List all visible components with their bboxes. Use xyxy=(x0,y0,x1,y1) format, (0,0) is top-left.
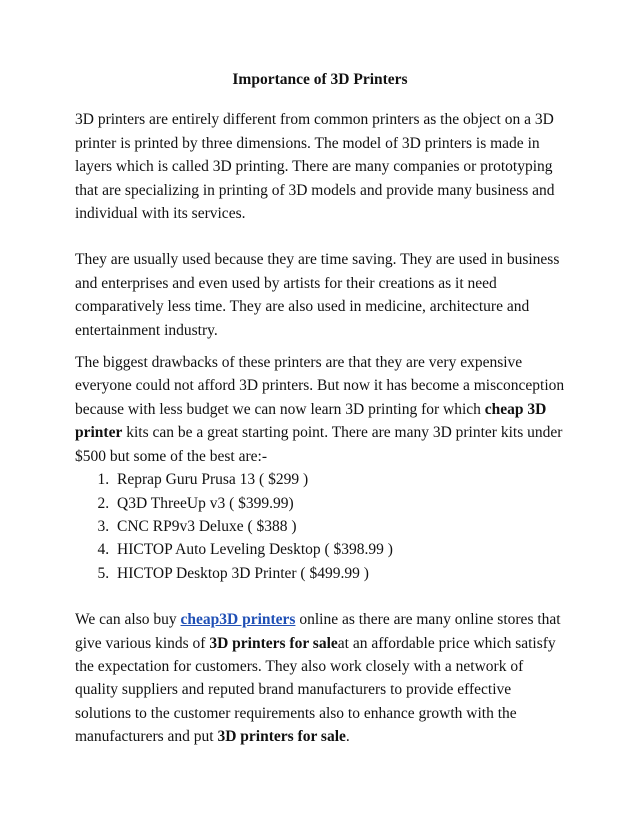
paragraph-usage: They are usually used because they are time saving. They are used in business and enterprises and even used by artists for their creations as it need comparatively less time. They are also used in medicine, architecture and entertainment industry. xyxy=(75,251,560,339)
list-item: 1. Reprap Guru Prusa 13 ( $299 ) xyxy=(113,468,565,491)
cheap-3d-printers-link[interactable]: cheap3D printers xyxy=(180,611,296,629)
printers-for-sale-bold-1: 3D printers for sale xyxy=(209,634,338,652)
buy-text-end: . xyxy=(345,728,350,746)
document-body xyxy=(75,68,565,749)
printers-for-sale-bold-2: 3D printers for sale xyxy=(217,728,346,746)
cheap-3d-printer-bold: cheap 3D printer xyxy=(75,400,547,442)
list-item: 3. CNC RP9v3 Deluxe ( $388 ) xyxy=(113,515,565,538)
list-item: 5. HICTOP Desktop 3D Printer ( $499.99 ) xyxy=(113,562,565,585)
document-title: Importance of 3D Printers xyxy=(232,71,408,88)
list-item: 4. HICTOP Auto Leveling Desktop ( $398.99 ) xyxy=(113,538,565,561)
buy-text-mid1: online as there are many online stores that give various kinds of xyxy=(75,611,561,652)
drawbacks-text-after: kits can be a great starting point. There are many 3D printer kits under $500 but some of the best are:- xyxy=(75,424,563,465)
printer-kit-list xyxy=(75,468,565,585)
list-item: 2. Q3D ThreeUp v3 ( $399.99) xyxy=(113,492,565,515)
paragraph-intro: 3D printers are entirely different from common printers as the object on a 3D printer is printed by three dimensions. The model of 3D printers is made in layers which is called 3D printing. There are many companies or prototyping that are specializing in printing of 3D models and provide many business and individual with its services. xyxy=(75,111,555,223)
paragraph-buy-online xyxy=(75,608,565,748)
paragraph-drawbacks xyxy=(75,351,565,468)
drawbacks-text-before: The biggest drawbacks of these printers are that they are very expensive everyone could not afford 3D printers. But now it has become a misconception because with less budget we can now learn 3D printing for which xyxy=(75,354,565,418)
buy-text-before: We can also buy xyxy=(75,611,181,629)
buy-text-mid2: at an affordable price which satisfy the expectation for customers. They also work closely with a network of quality suppliers and reputed brand manufacturers to provide effective solutions to the customer requirements also to enhance growth with the manufacturers and put xyxy=(75,634,556,746)
